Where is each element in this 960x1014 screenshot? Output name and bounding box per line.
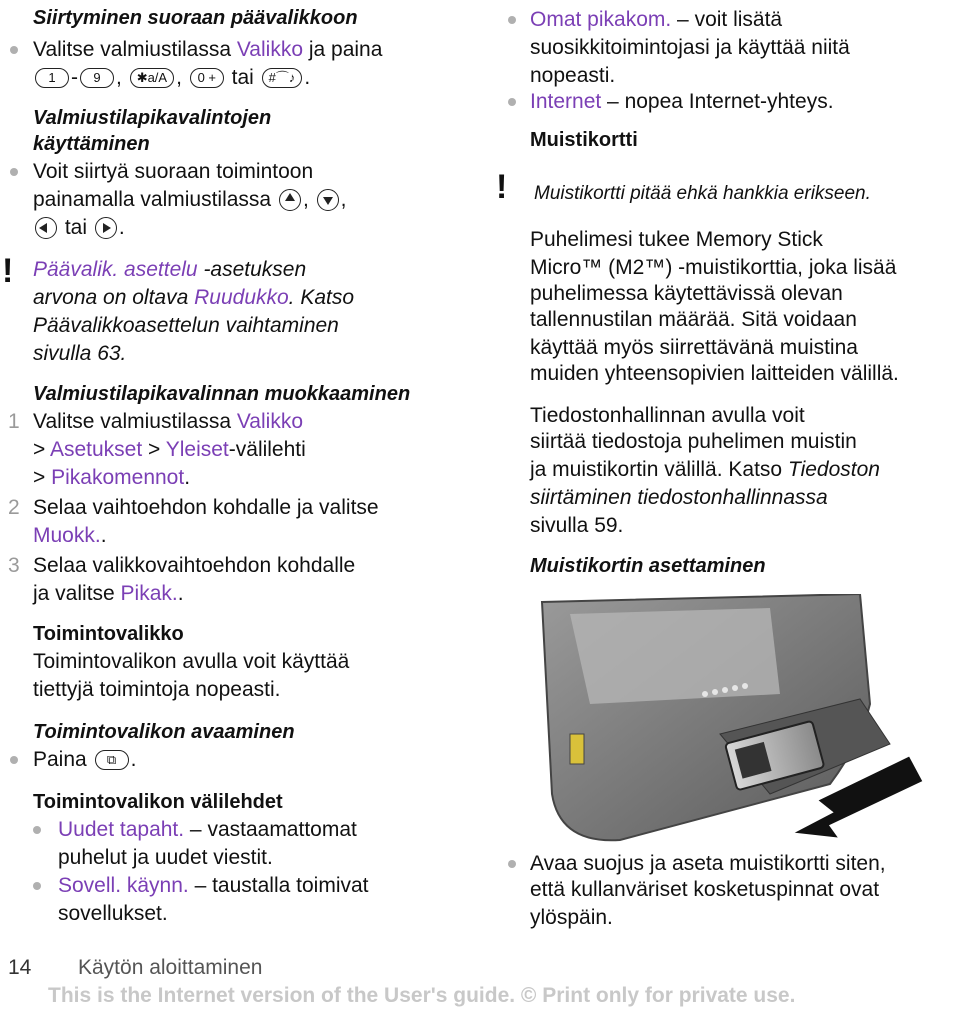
body-text: siirtäminen tiedostonhallinnassa: [530, 486, 828, 509]
tab-desc: Sovell. käynn. – taustalla toimivat: [58, 874, 369, 897]
tab-desc: puhelut ja uudet viestit.: [58, 846, 273, 869]
heading-memory-card: Muistikortti: [530, 129, 638, 151]
body-text: Micro™ (M2™) -muistikorttia, joka lisää: [530, 256, 897, 279]
body-text: puhelimessa käytettävissä olevan: [530, 282, 843, 305]
key-hash-icon: #⌒♪: [262, 68, 303, 88]
nav-down-icon: [317, 189, 339, 211]
tab-desc: sovellukset.: [58, 902, 168, 925]
step-number: 3: [8, 554, 20, 577]
phone-memory-card-illustration: [530, 594, 950, 844]
heading-standby-shortcuts: Valmiustilapikavalintojen: [33, 107, 272, 129]
note-text: Päävalik. asettelu -asetuksen: [33, 258, 307, 281]
heading-activity-tabs: Toimintovalikon välilehdet: [33, 791, 283, 813]
note-text: Muistikortti pitää ehkä hankkia erikseen.: [534, 183, 871, 204]
body-text: Paina ⧉ .: [33, 748, 137, 771]
note-text: arvona on oltava Ruudukko. Katso: [33, 286, 355, 309]
bullet: [10, 168, 18, 176]
bullet: [10, 46, 18, 54]
step-number: 2: [8, 496, 20, 519]
step-text: > Pikakomennot.: [33, 466, 191, 489]
step-number: 1: [8, 410, 20, 433]
step-text: Selaa vaihtoehdon kohdalle ja valitse: [33, 496, 379, 519]
nav-up-icon: [279, 189, 301, 211]
step-text: Muokk..: [33, 524, 107, 547]
key-1-icon: 1: [35, 68, 69, 88]
step-text: Valitse valmiustilassa Valikko: [33, 410, 303, 433]
bullet: [10, 756, 18, 764]
heading-shortcut-main-menu: Siirtyminen suoraan päävalikkoon: [33, 7, 358, 29]
warning-icon: !: [2, 252, 14, 290]
watermark-text: This is the Internet version of the User's guide. © Print only for private use.: [48, 984, 796, 1007]
body-text: Tiedostonhallinnan avulla voit: [530, 404, 805, 427]
body-text: muiden yhteensopivien laitteiden välillä.: [530, 362, 899, 385]
step-text: ja valitse Pikak..: [33, 582, 184, 605]
key-sequence: 1 - 9 , ✱a/A , 0 + tai #⌒♪ .: [33, 64, 310, 92]
heading-standby-shortcuts-line2: käyttäminen: [33, 133, 150, 155]
note-text: sivulla 63.: [33, 342, 127, 365]
body-text: käyttää myös siirrettävänä muistina: [530, 336, 858, 359]
body-text: Voit siirtyä suoraan toimintoon: [33, 160, 314, 183]
body-text: ja muistikortin välillä. Katso Tiedoston: [530, 458, 880, 481]
section-title: Käytön aloittaminen: [78, 956, 263, 979]
body-text: Toimintovalikon avulla voit käyttää: [33, 650, 350, 673]
body-text: Avaa suojus ja aseta muistikortti siten,: [530, 852, 886, 875]
key-zero-icon: 0 +: [190, 68, 224, 88]
page-number: 14: [8, 956, 32, 979]
bullet: [33, 826, 41, 834]
key-9-icon: 9: [80, 68, 114, 88]
nav-left-icon: [35, 217, 57, 239]
bullet: [33, 882, 41, 890]
activity-key-icon: ⧉: [95, 750, 129, 770]
instruction-text: Valitse valmiustilassa Valikko ja paina: [33, 38, 383, 61]
body-text: että kullanväriset kosketuspinnat ovat: [530, 878, 880, 901]
tab-desc: Internet – nopea Internet-yhteys.: [530, 90, 834, 113]
body-text-nav2: tai .: [33, 214, 125, 242]
tab-desc: Omat pikakom. – voit lisätä: [530, 8, 783, 31]
heading-activity-menu: Toimintovalikko: [33, 623, 184, 645]
bullet: [508, 16, 516, 24]
warning-icon: !: [496, 168, 508, 206]
step-text: Selaa valikkovaihtoehdon kohdalle: [33, 554, 356, 577]
step-text: > Asetukset > Yleiset-välilehti: [33, 438, 306, 461]
heading-insert-memory-card: Muistikortin asettaminen: [530, 555, 766, 577]
tab-desc: nopeasti.: [530, 64, 616, 87]
note-text: Päävalikkoasettelun vaihtaminen: [33, 314, 339, 337]
body-text: tiettyjä toimintoja nopeasti.: [33, 678, 281, 701]
body-text: Puhelimesi tukee Memory Stick: [530, 228, 823, 251]
heading-edit-shortcut: Valmiustilapikavalinnan muokkaaminen: [33, 383, 411, 405]
tab-desc: suosikkitoimintojasi ja käyttää niitä: [530, 36, 850, 59]
body-text: tallennustilan määrää. Sitä voidaan: [530, 308, 857, 331]
tab-desc: Uudet tapaht. – vastaamattomat: [58, 818, 357, 841]
body-text: siirtää tiedostoja puhelimen muistin: [530, 430, 857, 453]
bullet: [508, 860, 516, 868]
body-text: ylöspäin.: [530, 906, 613, 929]
bullet: [508, 98, 516, 106]
menu-link: Valikko: [236, 38, 303, 61]
nav-right-icon: [95, 217, 117, 239]
body-text: sivulla 59.: [530, 514, 624, 537]
heading-open-activity-menu: Toimintovalikon avaaminen: [33, 721, 295, 743]
body-text-nav: painamalla valmiustilassa , ,: [33, 188, 347, 211]
key-star-icon: ✱a/A: [130, 68, 174, 88]
